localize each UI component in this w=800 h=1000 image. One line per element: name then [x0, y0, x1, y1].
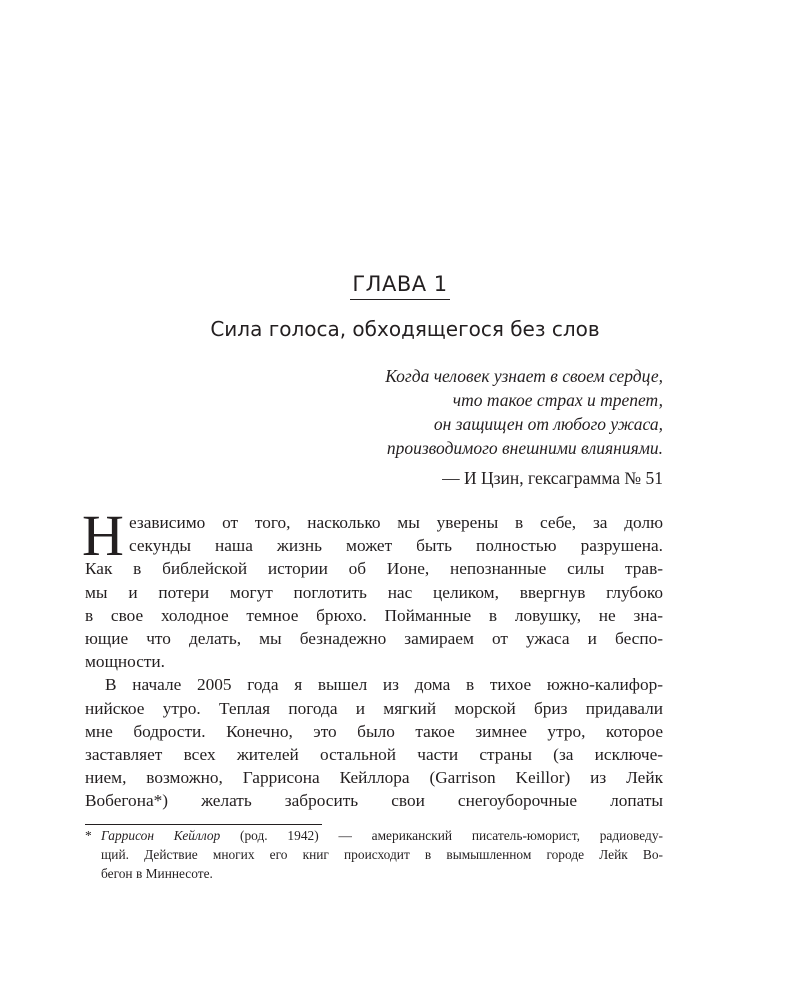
text-line: заставляет всех жителей остальной части страны (за исключе- — [85, 745, 663, 765]
epigraph — [385, 364, 663, 460]
footnote — [85, 826, 663, 883]
chapter-title: Сила голоса, обходящегося без слов — [210, 317, 600, 341]
paragraph-1 — [82, 503, 663, 673]
footnote-name: Гаррисон Кейллор — [101, 828, 221, 843]
text-line: в свое холодное темное брюхо. Пойманные в ловушку, не зна- — [85, 605, 663, 625]
footnote-mark: * — [85, 828, 92, 843]
epigraph-line: что такое страх и трепет, — [452, 390, 663, 410]
footnote-line — [85, 826, 663, 845]
paragraph-2 — [85, 673, 663, 812]
text-line: ющие что делать, мы безнадежно замираем от ужаса и беспо- — [85, 629, 663, 649]
text-line: нийское утро. Теплая погода и мягкий морской бриз придавали — [85, 698, 663, 718]
text-line: мы и потери могут поглотить нас целиком, ввергнув глубоко — [85, 582, 663, 602]
footnote-line: бегон в Миннесоте. — [101, 866, 213, 881]
body-text — [82, 503, 663, 813]
text-line: Как в библейской истории об Ионе, непознанные силы трав- — [85, 559, 663, 579]
text-line: Вобегона*) желать забросить свои снегоуборочные лопаты — [85, 791, 663, 811]
text-line: секунды наша жизнь может быть полностью разрушена. — [129, 536, 663, 556]
epigraph-source: — И Цзин, гексаграмма № 51 — [442, 468, 663, 488]
chapter-label-text: ГЛАВА 1 — [350, 270, 449, 300]
text-line: нием, возможно, Гаррисона Кейллора (Garrison Keillor) из Лейк — [85, 768, 663, 788]
drop-cap: Н — [82, 503, 124, 568]
epigraph-line: он защищен от любого ужаса, — [433, 414, 663, 434]
epigraph-line: Когда человек узнает в своем сердце, — [385, 366, 663, 386]
text-line: В начале 2005 года я вышел из дома в тихое южно-калифор- — [105, 675, 663, 695]
epigraph-line: производимого внешними влияниями. — [386, 438, 663, 458]
footnote-line: щий. Действие многих его книг происходит в вымышленном городе Лейк Во- — [101, 847, 663, 862]
text-line: мощности. — [85, 652, 165, 672]
footnote-divider — [85, 824, 322, 825]
text-line: езависимо от того, насколько мы уверены в себе, за долю — [129, 513, 663, 532]
footnote-text: (род. 1942) — американский писатель-юморист, радиоведу- — [220, 828, 663, 843]
text-line: мне бодрости. Конечно, это было такое зимнее утро, которое — [85, 721, 663, 741]
chapter-label — [0, 270, 800, 300]
